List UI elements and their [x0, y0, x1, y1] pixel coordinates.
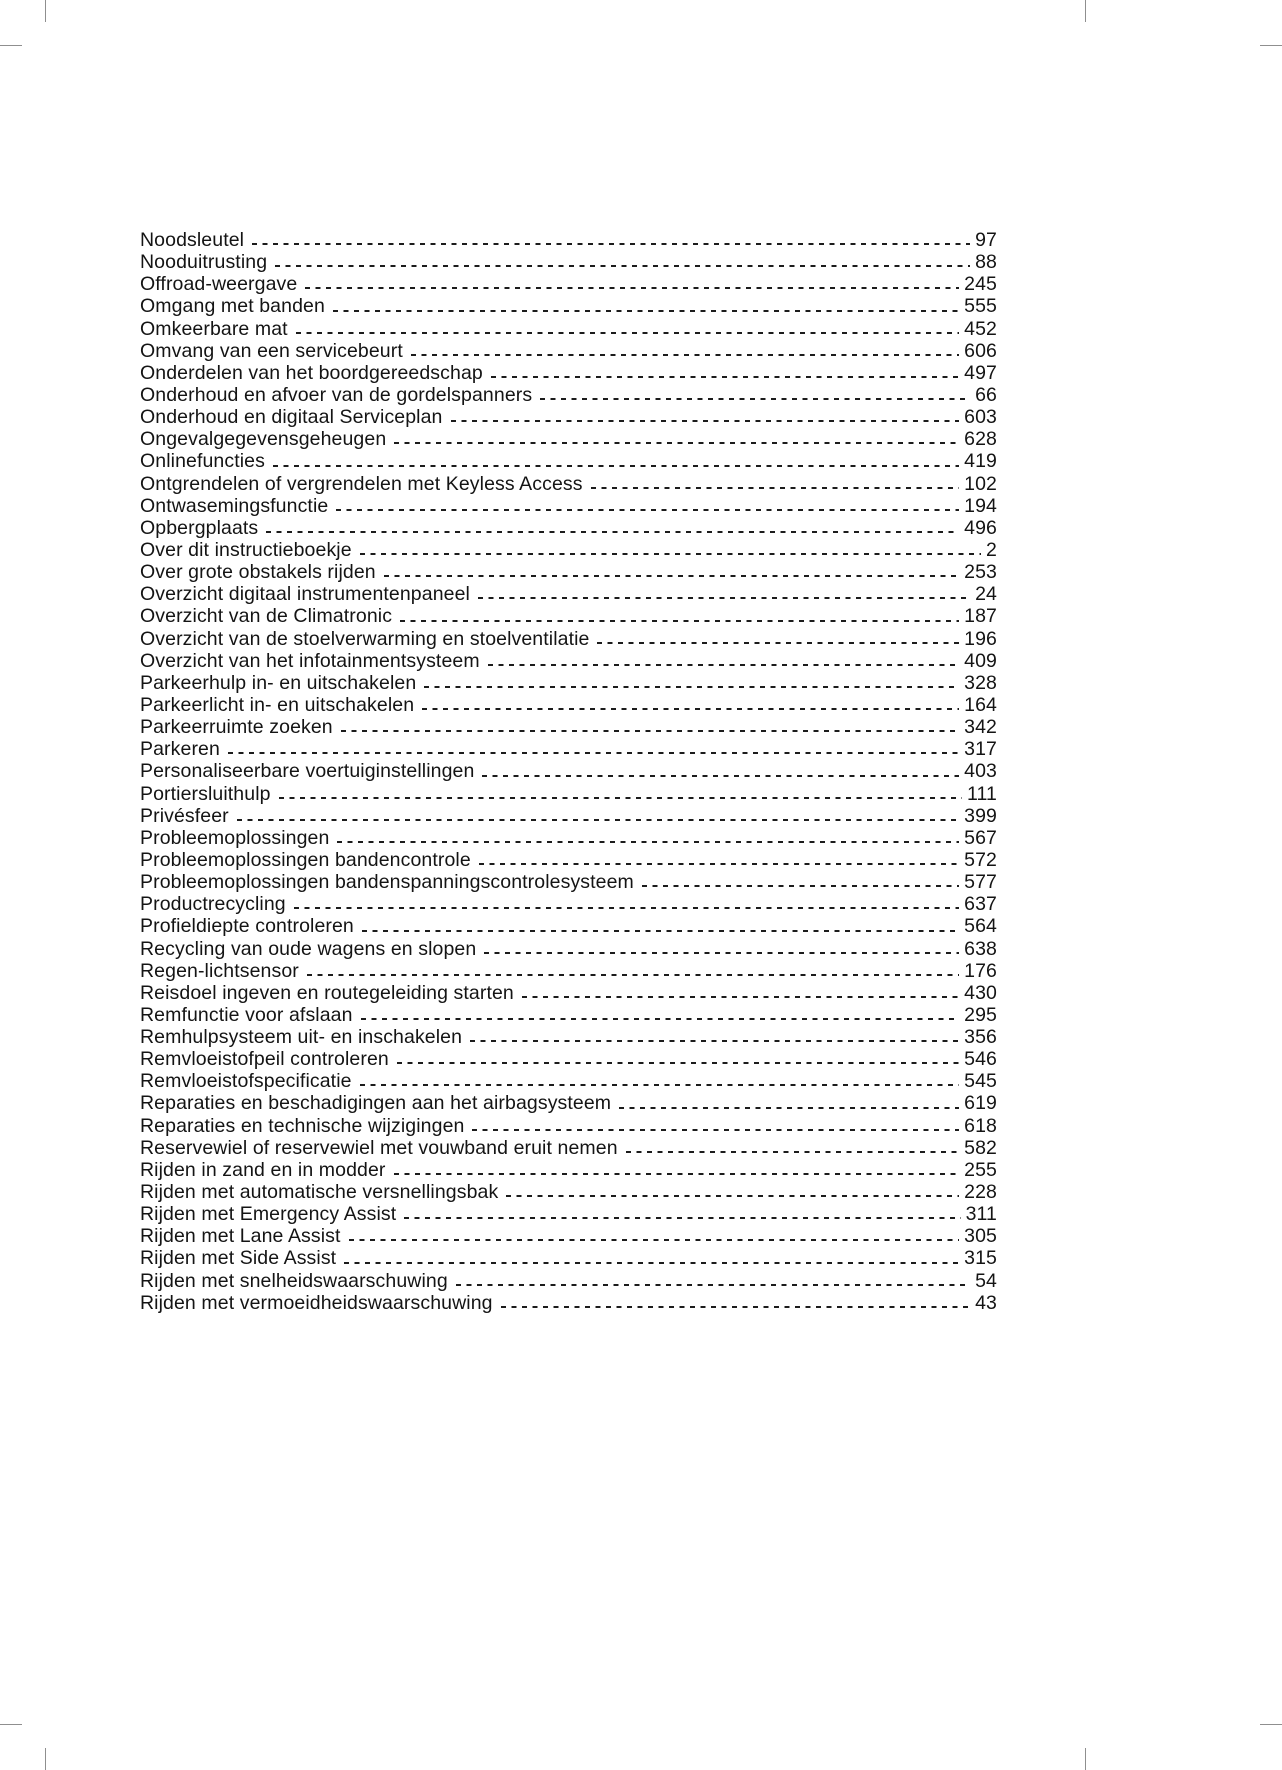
toc-entry-page-number: 603 — [964, 406, 997, 429]
toc-dotted-leader — [344, 1247, 959, 1269]
toc-entry-page-number: 228 — [964, 1181, 997, 1204]
toc-entry — [140, 362, 997, 384]
toc-entry-label: Recycling van oude wagens en slopen — [140, 937, 477, 960]
toc-dotted-leader — [305, 273, 959, 295]
toc-dotted-leader — [522, 982, 959, 1004]
toc-entry-page-number: 43 — [975, 1291, 997, 1314]
toc-entry — [140, 251, 997, 273]
toc-entry-page-number: 419 — [964, 450, 997, 473]
crop-mark-top-right-vertical — [1085, 0, 1086, 22]
toc-entry — [140, 1026, 997, 1048]
toc-entry-label: Portiersluithulp — [140, 782, 271, 805]
toc-entry-label: Reisdoel ingeven en routegeleiding starten — [140, 981, 514, 1004]
toc-entry-page-number: 54 — [975, 1269, 997, 1292]
toc-entry — [140, 517, 997, 539]
toc-entry-page-number: 317 — [964, 738, 997, 761]
toc-entry-label: Rijden met automatische versnellingsbak — [140, 1181, 499, 1204]
toc-entry — [140, 384, 997, 406]
toc-dotted-leader — [642, 871, 959, 893]
toc-entry-label: Reparaties en technische wijzigingen — [140, 1114, 465, 1137]
toc-dotted-leader — [597, 628, 959, 650]
toc-dotted-leader — [337, 827, 959, 849]
toc-entry — [140, 1270, 997, 1292]
crop-mark-top-left-horizontal — [0, 45, 22, 46]
toc-dotted-leader — [384, 561, 959, 583]
toc-dotted-leader — [540, 384, 970, 406]
toc-dotted-leader — [394, 1159, 960, 1181]
toc-entry — [140, 428, 997, 450]
toc-entry — [140, 450, 997, 472]
toc-dotted-leader — [307, 960, 959, 982]
toc-entry — [140, 783, 997, 805]
toc-dotted-leader — [273, 450, 959, 472]
toc-dotted-leader — [506, 1181, 959, 1203]
toc-entry-page-number: 255 — [964, 1158, 997, 1181]
toc-entry — [140, 583, 997, 605]
toc-entry-label: Omvang van een servicebeurt — [140, 339, 403, 362]
toc-entry-page-number: 66 — [975, 383, 997, 406]
toc-entry — [140, 539, 997, 561]
toc-entry-page-number: 176 — [964, 959, 997, 982]
toc-entry-label: Ongevalgegevensgeheugen — [140, 428, 387, 451]
toc-dotted-leader — [349, 1225, 960, 1247]
toc-entry-page-number: 619 — [964, 1092, 997, 1115]
toc-entry-label: Ontgrendelen of vergrendelen met Keyless Access — [140, 472, 583, 495]
toc-dotted-leader — [484, 938, 959, 960]
toc-dotted-leader — [456, 1270, 970, 1292]
toc-entry-page-number: 545 — [964, 1070, 997, 1093]
toc-dotted-leader — [422, 694, 959, 716]
toc-dotted-leader — [362, 915, 959, 937]
toc-entry-page-number: 572 — [964, 848, 997, 871]
toc-dotted-leader — [411, 340, 959, 362]
toc-entry-page-number: 497 — [964, 361, 997, 384]
toc-entry — [140, 605, 997, 627]
toc-entry-page-number: 356 — [964, 1026, 997, 1049]
toc-entry-page-number: 618 — [964, 1114, 997, 1137]
toc-entry-label: Omgang met banden — [140, 295, 325, 318]
toc-entry — [140, 960, 997, 982]
toc-entry-page-number: 638 — [964, 937, 997, 960]
toc-entry-label: Offroad-weergave — [140, 273, 298, 296]
crop-mark-bottom-right-vertical — [1085, 1748, 1086, 1770]
toc-entry-label: Regen-lichtsensor — [140, 959, 299, 982]
toc-dotted-leader — [296, 318, 959, 340]
toc-entry-label: Noodsleutel — [140, 229, 245, 251]
toc-entry-label: Remvloeistofspecificatie — [140, 1070, 352, 1093]
toc-dotted-leader — [472, 1115, 959, 1137]
crop-mark-top-right-horizontal — [1260, 45, 1282, 46]
toc-entry — [140, 495, 997, 517]
toc-entry — [140, 1048, 997, 1070]
toc-entry-label: Profieldiepte controleren — [140, 915, 354, 938]
toc-entry-label: Opbergplaats — [140, 516, 259, 539]
toc-dotted-leader — [478, 583, 970, 605]
toc-dotted-leader — [341, 716, 959, 738]
toc-entry-label: Over dit instructieboekje — [140, 538, 352, 561]
toc-entry-label: Overzicht digitaal instrumentenpaneel — [140, 583, 470, 606]
toc-entry-page-number: 403 — [964, 760, 997, 783]
toc-entry — [140, 650, 997, 672]
toc-entry-label: Over grote obstakels rijden — [140, 561, 376, 584]
toc-entry — [140, 672, 997, 694]
toc-dotted-leader — [400, 605, 959, 627]
toc-dotted-leader — [591, 473, 960, 495]
toc-entry-page-number: 187 — [964, 605, 997, 628]
toc-entry-label: Overzicht van de stoelverwarming en stoelventilatie — [140, 627, 590, 650]
toc-entry — [140, 229, 997, 251]
toc-entry-page-number: 311 — [965, 1203, 997, 1226]
toc-entry — [140, 1070, 997, 1092]
toc-entry — [140, 273, 997, 295]
toc-entry-label: Probleemoplossingen bandenspanningscontrolesysteem — [140, 871, 634, 894]
toc-dotted-leader — [360, 539, 981, 561]
toc-entry-label: Probleemoplossingen bandencontrole — [140, 848, 471, 871]
toc-entry-page-number: 577 — [964, 871, 997, 894]
toc-entry-page-number: 111 — [967, 782, 997, 805]
toc-entry-label: Rijden in zand en in modder — [140, 1158, 386, 1181]
toc-entry-page-number: 97 — [975, 229, 997, 251]
toc-entry-label: Parkeerhulp in- en uitschakelen — [140, 671, 417, 694]
toc-entry-page-number: 399 — [964, 804, 997, 827]
toc-entry-page-number: 546 — [964, 1048, 997, 1071]
toc-entry-page-number: 452 — [964, 317, 997, 340]
crop-mark-bottom-left-vertical — [45, 1748, 46, 1770]
toc-entry — [140, 915, 997, 937]
toc-dotted-leader — [237, 805, 959, 827]
toc-entry-page-number: 305 — [964, 1225, 997, 1248]
toc-dotted-leader — [482, 760, 959, 782]
toc-entry — [140, 938, 997, 960]
toc-entry — [140, 1115, 997, 1137]
toc-dotted-leader — [501, 1292, 971, 1314]
toc-dotted-leader — [451, 406, 960, 428]
toc-entry — [140, 1137, 997, 1159]
toc-entry — [140, 849, 997, 871]
toc-entry — [140, 318, 997, 340]
toc-entry-label: Onlinefuncties — [140, 450, 265, 473]
toc-entry-page-number: 409 — [964, 649, 997, 672]
toc-entry — [140, 827, 997, 849]
toc-entry-page-number: 253 — [964, 561, 997, 584]
toc-entry-page-number: 555 — [964, 295, 997, 318]
toc-entry — [140, 340, 997, 362]
crop-mark-bottom-right-horizontal — [1260, 1724, 1282, 1725]
toc-dotted-leader — [479, 849, 959, 871]
toc-dotted-leader — [275, 251, 970, 273]
crop-mark-bottom-left-horizontal — [0, 1724, 22, 1725]
toc-entry-page-number: 567 — [964, 826, 997, 849]
toc-entry-page-number: 194 — [964, 494, 997, 517]
toc-entry-label: Overzicht van het infotainmentsysteem — [140, 649, 480, 672]
toc-dotted-leader — [294, 893, 959, 915]
toc-entry-label: Onderhoud en afvoer van de gordelspanners — [140, 383, 533, 406]
toc-entry-page-number: 88 — [975, 251, 997, 274]
toc-dotted-leader — [394, 428, 959, 450]
toc-dotted-leader — [488, 650, 959, 672]
toc-entry — [140, 473, 997, 495]
toc-entry-label: Probleemoplossingen — [140, 826, 330, 849]
toc-dotted-leader — [252, 229, 970, 251]
toc-entry-label: Overzicht van de Climatronic — [140, 605, 393, 628]
crop-mark-top-left-vertical — [45, 0, 46, 22]
toc-dotted-leader — [470, 1026, 959, 1048]
toc-entry — [140, 1004, 997, 1026]
toc-entry-page-number: 295 — [964, 1003, 997, 1026]
toc-entry — [140, 716, 997, 738]
toc-entry-label: Remhulpsysteem uit- en inschakelen — [140, 1026, 463, 1049]
toc-dotted-leader — [361, 1004, 960, 1026]
toc-entry-label: Reservewiel of reservewiel met vouwband eruit nemen — [140, 1136, 618, 1159]
toc-entry — [140, 1092, 997, 1114]
toc-entry-label: Productrecycling — [140, 893, 286, 916]
toc-entry-label: Privésfeer — [140, 804, 229, 827]
toc-entry-label: Personaliseerbare voertuiginstellingen — [140, 760, 475, 783]
toc-entry — [140, 871, 997, 893]
toc-entry-label: Parkeren — [140, 738, 220, 761]
toc-entry-label: Rijden met Side Assist — [140, 1247, 337, 1270]
toc-entry — [140, 805, 997, 827]
toc-entry-page-number: 637 — [964, 893, 997, 916]
toc-entry-page-number: 196 — [964, 627, 997, 650]
toc-entry — [140, 1181, 997, 1203]
toc-entry — [140, 1247, 997, 1269]
toc-dotted-leader — [266, 517, 959, 539]
toc-entry-page-number: 430 — [964, 981, 997, 1004]
toc-entry-page-number: 315 — [964, 1247, 997, 1270]
toc-entry — [140, 694, 997, 716]
toc-entry-page-number: 628 — [964, 428, 997, 451]
toc-entry — [140, 893, 997, 915]
toc-dotted-leader — [333, 295, 959, 317]
toc-dotted-leader — [360, 1070, 960, 1092]
toc-entry — [140, 982, 997, 1004]
toc-entry — [140, 1292, 997, 1314]
toc-entry — [140, 1203, 997, 1225]
toc-entry-page-number: 2 — [986, 538, 997, 561]
toc-entry-page-number: 245 — [964, 273, 997, 296]
toc-entry-label: Rijden met vermoeidheidswaarschuwing — [140, 1291, 493, 1314]
toc-entry — [140, 406, 997, 428]
toc-entry-page-number: 582 — [964, 1136, 997, 1159]
toc-dotted-leader — [279, 783, 962, 805]
toc-entry-label: Nooduitrusting — [140, 251, 268, 274]
toc-entry-page-number: 328 — [964, 671, 997, 694]
toc-entry-label: Rijden met Lane Assist — [140, 1225, 341, 1248]
toc-entry-page-number: 164 — [964, 693, 997, 716]
toc-entry-page-number: 496 — [964, 516, 997, 539]
toc-entry — [140, 295, 997, 317]
toc-entry-label: Remvloeistofpeil controleren — [140, 1048, 389, 1071]
toc-entry-page-number: 342 — [964, 716, 997, 739]
toc-entry-label: Onderhoud en digitaal Serviceplan — [140, 406, 443, 429]
toc-entry-label: Rijden met Emergency Assist — [140, 1203, 397, 1226]
toc-entry — [140, 738, 997, 760]
toc-entry-label: Parkeerlicht in- en uitschakelen — [140, 693, 415, 716]
toc-entry — [140, 760, 997, 782]
toc-entry-page-number: 564 — [964, 915, 997, 938]
toc-dotted-leader — [336, 495, 959, 517]
toc-entry-page-number: 606 — [964, 339, 997, 362]
toc-entry-label: Remfunctie voor afslaan — [140, 1003, 353, 1026]
toc-entry-label: Omkeerbare mat — [140, 317, 288, 340]
toc-entry-label: Parkeerruimte zoeken — [140, 716, 333, 739]
toc-dotted-leader — [491, 362, 959, 384]
toc-dotted-leader — [228, 738, 959, 760]
toc-dotted-leader — [424, 672, 959, 694]
toc-entry-page-number: 102 — [964, 472, 997, 495]
toc-entry-label: Ontwasemingsfunctie — [140, 494, 329, 517]
toc-dotted-leader — [626, 1137, 960, 1159]
toc-entry-label: Rijden met snelheidswaarschuwing — [140, 1269, 448, 1292]
toc-entry — [140, 561, 997, 583]
toc-entry — [140, 1225, 997, 1247]
toc-entry-page-number: 24 — [975, 583, 997, 606]
toc-entry-label: Reparaties en beschadigingen aan het airbagsysteem — [140, 1092, 612, 1115]
toc-dotted-leader — [619, 1092, 959, 1114]
toc-entry-label: Onderdelen van het boordgereedschap — [140, 361, 483, 384]
toc-dotted-leader — [397, 1048, 959, 1070]
toc-entry — [140, 628, 997, 650]
toc-list — [140, 229, 997, 1314]
toc-entry — [140, 1159, 997, 1181]
toc-dotted-leader — [404, 1203, 960, 1225]
